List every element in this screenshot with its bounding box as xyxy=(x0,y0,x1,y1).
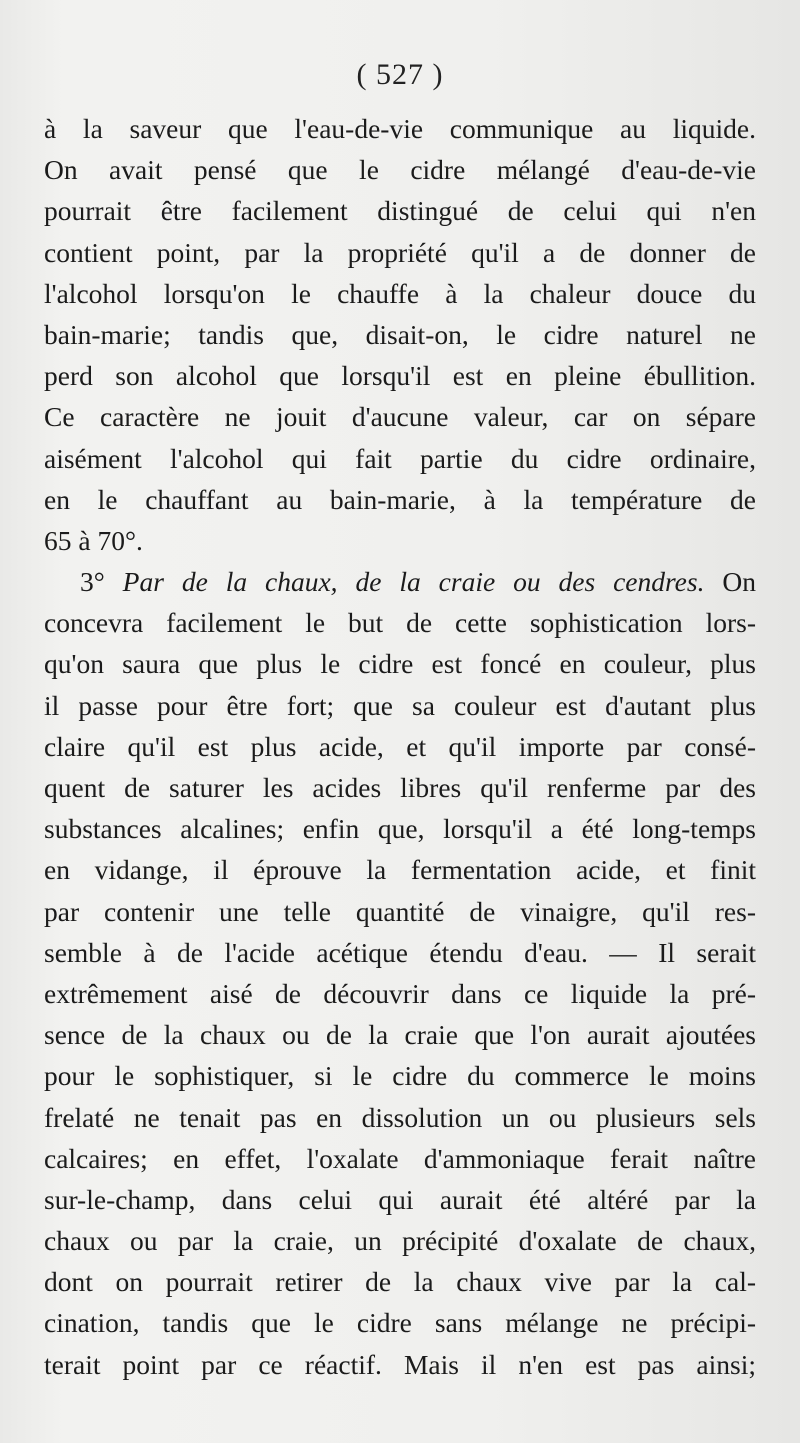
section-title: Par de la chaux, de la craie ou des cendres. xyxy=(122,566,705,598)
body-text xyxy=(44,108,756,1385)
text-line: contient point, par la propriété qu'il a de donner de xyxy=(44,236,756,268)
text-line: sur-le-champ, dans celui qui aurait été altéré par la xyxy=(44,1183,756,1215)
section-continuation: On xyxy=(704,566,756,598)
text-line: bain-marie; tandis que, disait-on, le cidre naturel ne xyxy=(44,318,756,350)
text-line: 65 à 70°. xyxy=(44,524,143,556)
text-line: pourrait être facilement distingué de celui qui n'en xyxy=(44,195,756,227)
page-number: ( 527 ) xyxy=(356,58,444,91)
section-number: 3° xyxy=(80,566,123,598)
text-line: chaux ou par la craie, un précipité d'oxalate de chaux, xyxy=(44,1225,756,1257)
text-line: perd son alcohol que lorsqu'il est en pleine ébullition. xyxy=(44,360,756,392)
text-line: il passe pour être fort; que sa couleur est d'autant plus xyxy=(44,689,756,721)
text-line: terait point par ce réactif. Mais il n'en est pas ainsi; xyxy=(44,1348,756,1380)
text-line: cination, tandis que le cidre sans mélange ne précipi- xyxy=(44,1307,756,1339)
text-line: en le chauffant au bain-marie, à la température de xyxy=(44,483,756,515)
text-line: On avait pensé que le cidre mélangé d'eau-de-vie xyxy=(44,154,756,186)
text-line: à la saveur que l'eau-de-vie communique au liquide. xyxy=(44,113,756,144)
section-heading-line xyxy=(44,561,756,602)
text-line: concevra facilement le but de cette sophistication lors- xyxy=(44,607,756,639)
text-line: frelaté ne tenait pas en dissolution un ou plusieurs sels xyxy=(44,1101,756,1133)
text-line: sence de la chaux ou de la craie que l'on aurait ajoutées xyxy=(44,1019,756,1051)
text-line: semble à de l'acide acétique étendu d'eau. — Il serait xyxy=(44,936,756,968)
text-line: Ce caractère ne jouit d'aucune valeur, car on sépare xyxy=(44,401,756,433)
text-line: pour le sophistiquer, si le cidre du commerce le moins xyxy=(44,1060,756,1092)
text-line: qu'on saura que plus le cidre est foncé en couleur, plus xyxy=(44,648,756,680)
text-line: quent de saturer les acides libres qu'il renferme par des xyxy=(44,772,756,803)
text-line: claire qu'il est plus acide, et qu'il importe par consé- xyxy=(44,730,756,762)
text-line: substances alcalines; enfin que, lorsqu'il a été long-temps xyxy=(44,813,756,845)
text-line: dont on pourrait retirer de la chaux vive par la cal- xyxy=(44,1266,756,1298)
text-line: calcaires; en effet, l'oxalate d'ammoniaque ferait naître xyxy=(44,1142,756,1174)
text-line: l'alcohol lorsqu'on le chauffe à la chaleur douce du xyxy=(44,277,756,309)
text-line: extrêmement aisé de découvrir dans ce liquide la pré- xyxy=(44,977,756,1009)
text-line: par contenir une telle quantité de vinaigre, qu'il res- xyxy=(44,895,756,927)
text-line: aisément l'alcohol qui fait partie du cidre ordinaire, xyxy=(44,442,756,474)
text-line: en vidange, il éprouve la fermentation acide, et finit xyxy=(44,854,756,886)
